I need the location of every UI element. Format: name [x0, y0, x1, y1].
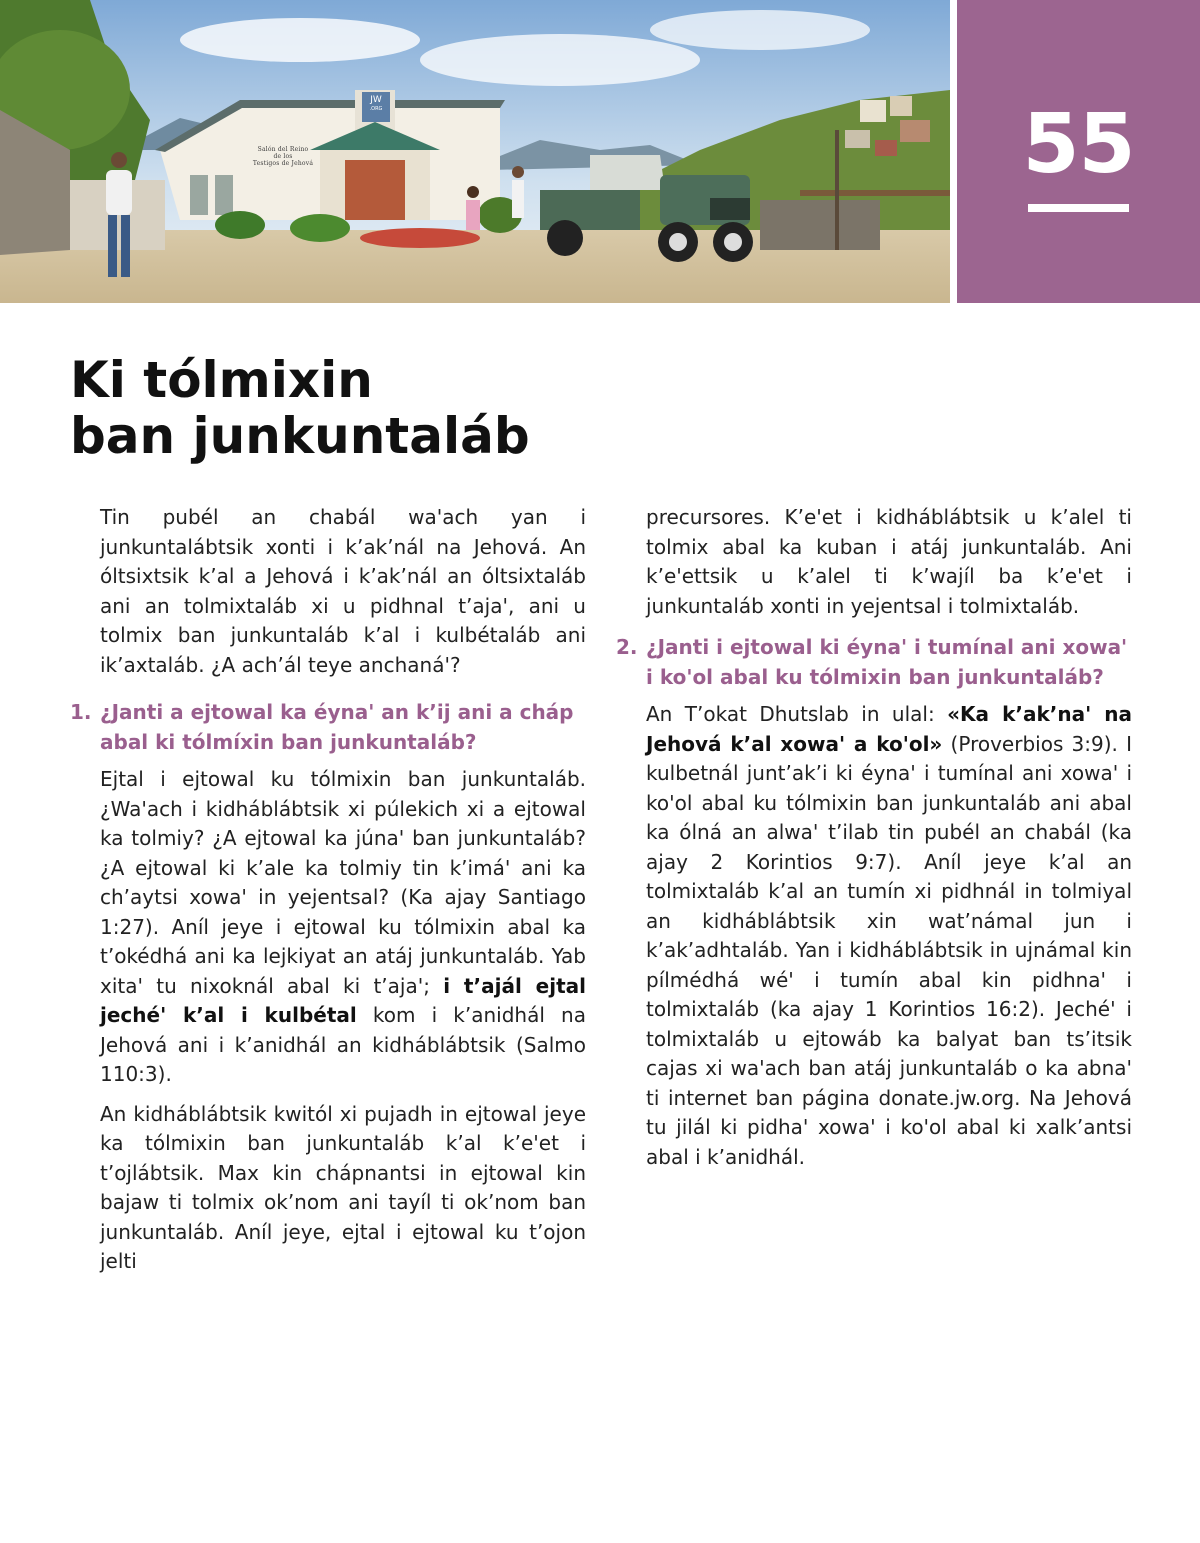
lesson-title-line1: Ki tólmixin [70, 351, 373, 409]
lesson-number-box [957, 0, 1200, 303]
lesson-title-line2: ban junkuntaláb [70, 407, 530, 465]
question-2-number: 2. [616, 635, 638, 659]
lesson-number-underline [1028, 204, 1129, 212]
sign-line: Testigos de Jehová [252, 160, 314, 167]
question-2 [616, 633, 1132, 692]
paragraph-3: An kidháblábtsik kwitól xi pujadh in ejtowal jeye ka tólmixin ban junkuntaláb k’al k’e'et i t’ojlábtsik. Max kin chápnantsi in ejtowal kin bajaw ti tolmix ok’nom ani tayíl ti ok’nom ban junkuntaláb. Aníl jeye, ejtal i ejtowal ku t’ojon jelti [100, 1101, 586, 1273]
paragraph-2: Ejtal i ejtowal ku tólmixin ban junkuntaláb. ¿Wa'ach i kidháblábtsik xi púlekich xi a ejtowal ka tolmiy? ¿A ejtowal ka júna' ban junkuntaláb? ¿A ejtowal ki k’ale ka tolmiy tin k’imá' ani ka ch’aytsi xowa' in yejentsal? (Ka ajay Santiago 1:27). Aníl jeye i ejtowal ku tólmixin abal ka t’okédhá ani ka lejkiyat an atáj junkuntaláb. Yab xita' tu nixoknál abal ki t’aja'; i t’ajál ejtal jeché' k’al i kulbétal kom i k’anidhál na Jehová ani i k’anidhál an kidháblábtsik (Salmo 110:3). [100, 767, 586, 1086]
paragraph-4: An T’okat Dhutslab in ulal: «Ka k’ak’na' na Jehová k’al xowa' a ko'ol» (Proverbios 3:9). I kulbetnál junt’ak’i ki éyna' i tumínal ani xowa' i ko'ol abal ku tólmixin ban junkuntaláb ani abal ka ólná an alwa' t’ilab tin pubél an chabál (ka ajay 2 Korintios 9:7). Aníl jeye k’al an tolmixtaláb k’al an tumín xi pidhnál in tolmiyal an kidháblábtsik xin wat’námal jun i k’ak’adhtaláb. Yan i kidháblábtsik in ujnámal kin pílmédhá wé' i tumín abal kin pidhna' i tolmixtaláb (ka ajay 1 Korintios 16:2). Jeché' i tolmixtaláb u ejtowáb ka balyat ban ts’itsik cajas xi wa'ach ban atáj junkuntaláb o ka abna' ti internet ban página donate.jw.org. Na Jehová tu jilál ki pidha' xowa' i ko'ol abal ki xalk’antsi abal i k’anidhál. [646, 702, 1132, 1169]
intro-paragraph: Tin pubél an chabál wa'ach yan i junkuntalábtsik xonti i k’ak’nál na Jehová. An óltsixtsik k’al a Jehová i k’ak’nál an óltsixtaláb ani an tolmixtaláb xi u pidhnal t’aja', ani u tolmix ban junkuntaláb k’al i kulbétaláb ani ik’axtaláb. ¿A ach’ál teye anchaná'? [100, 505, 586, 677]
left-column [70, 503, 586, 1287]
question-1 [70, 698, 586, 757]
scripture-quote: «Ka k’ak’na' na Jehová k’al xowa' a ko'ol» [646, 702, 1132, 756]
sign-line: de los [273, 153, 293, 160]
building-sign [248, 146, 318, 167]
sign-line: Salón del Reino [257, 146, 309, 153]
question-2-text: ¿Janti i ejtowal ki éyna' i tumínal ani xowa' i ko'ol abal ku tólmixin ban junkuntaláb? [646, 635, 1128, 689]
paragraph-3-continued: precursores. K’e'et i kidháblábtsik u k’alel ti tolmix abal ka kuban i atáj junkuntaláb. Ani k’e'ettsik u k’alel ti k’wajíl ba k’e'et i junkuntaláb xonti in yejentsal i tolmixtaláb. [646, 505, 1132, 618]
kingdom-hall-scene [0, 0, 950, 303]
lesson-number: 55 [1022, 97, 1135, 192]
lesson-title [70, 352, 770, 464]
question-1-number: 1. [70, 700, 92, 724]
emphasis-text: i t’ajál ejtal jeché' k’al i kulbétal [100, 973, 586, 1027]
jw-logo: JW .ORG [362, 92, 390, 122]
question-1-text: ¿Janti a ejtowal ka éyna' an k’ij ani a cháp abal ki tólmíxin ban junkuntaláb? [100, 700, 574, 754]
right-column [616, 503, 1132, 1182]
header-illustration [0, 0, 950, 303]
